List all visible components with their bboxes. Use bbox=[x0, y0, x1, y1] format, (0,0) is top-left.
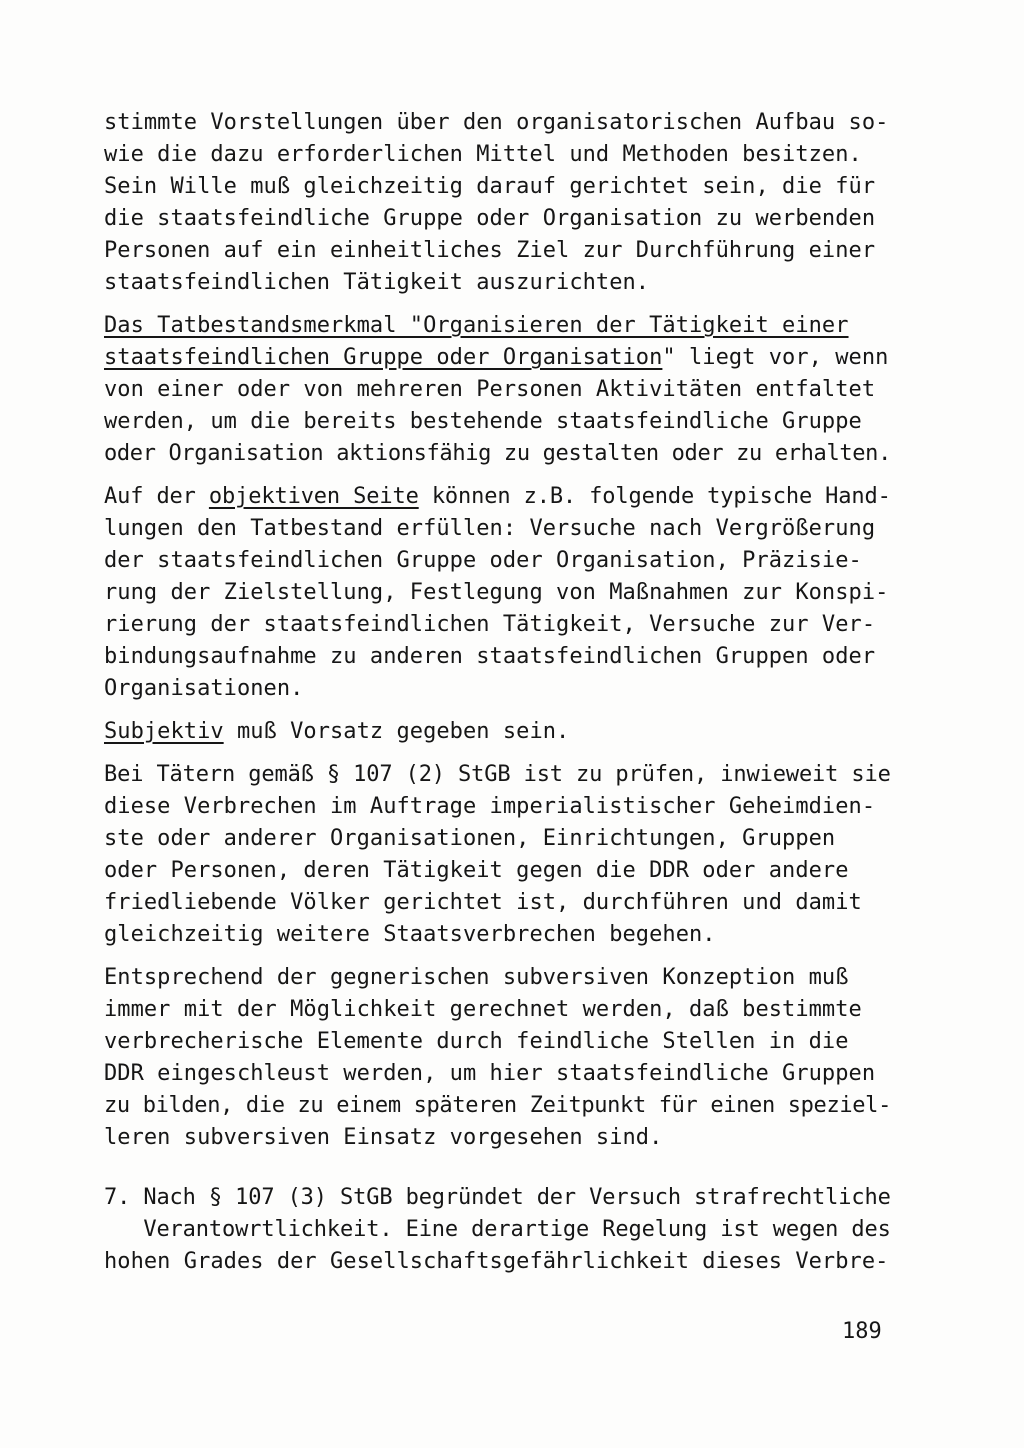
text-span: muß Vorsatz gegeben sein. bbox=[223, 719, 570, 744]
page-number: 189 bbox=[842, 1319, 882, 1344]
text-line: immer mit der Möglichkeit gerechnet werden, daß bestimmte bbox=[104, 997, 862, 1022]
text-line: stimmte Vorstellungen über den organisatorischen Aufbau so- bbox=[104, 110, 889, 135]
text-line: bindungsaufnahme zu anderen staatsfeindlichen Gruppen oder bbox=[104, 644, 876, 669]
text-line bbox=[104, 481, 891, 513]
text-line: Sein Wille muß gleichzeitig darauf gerichtet sein, die für bbox=[104, 174, 876, 199]
text-line: die staatsfeindliche Gruppe oder Organisation zu werbenden bbox=[104, 206, 876, 231]
text-line: rierung der staatsfeindlichen Tätigkeit, Versuche zur Ver- bbox=[104, 612, 876, 637]
text-line: rung der Zielstellung, Festlegung von Maßnahmen zur Konspi- bbox=[104, 580, 889, 605]
text-line: zu bilden, die zu einem späteren Zeitpunkt für einen speziel- bbox=[104, 1093, 891, 1118]
text-span: " liegt vor, wenn bbox=[662, 345, 889, 370]
underlined-heading-line: Das Tatbestandsmerkmal "Organisieren der Tätigkeit einer bbox=[104, 313, 849, 338]
text-line: oder Organisation aktionsfähig zu gestalten oder zu erhalten. bbox=[104, 441, 891, 466]
text-line: 7. Nach § 107 (3) StGB begründet der Versuch strafrechtliche bbox=[104, 1185, 891, 1210]
underlined-term: staatsfeindlichen Gruppe oder Organisation bbox=[104, 345, 663, 370]
text-line: ste oder anderer Organisationen, Einrichtungen, Gruppen bbox=[104, 826, 836, 851]
text-line: diese Verbrechen im Auftrage imperialistischer Geheimdien- bbox=[104, 794, 876, 819]
text-line: Bei Tätern gemäß § 107 (2) StGB ist zu prüfen, inwieweit sie bbox=[104, 762, 891, 787]
text-line: Organisationen. bbox=[104, 676, 304, 701]
text-line: oder Personen, deren Tätigkeit gegen die DDR oder andere bbox=[104, 858, 849, 883]
text-line: Verantowrtlichkeit. Eine derartige Regelung ist wegen des bbox=[104, 1217, 891, 1242]
text-line: DDR eingeschleust werden, um hier staatsfeindliche Gruppen bbox=[104, 1061, 876, 1086]
text-line: werden, um die bereits bestehende staatsfeindliche Gruppe bbox=[104, 409, 862, 434]
text-line: leren subversiven Einsatz vorgesehen sind. bbox=[104, 1125, 663, 1150]
text-line: hohen Grades der Gesellschaftsgefährlichkeit dieses Verbre- bbox=[104, 1249, 889, 1274]
underlined-term: Subjektiv bbox=[104, 719, 224, 744]
text-line: gleichzeitig weitere Staatsverbrechen begehen. bbox=[104, 922, 716, 947]
text-line: wie die dazu erforderlichen Mittel und Methoden besitzen. bbox=[104, 142, 862, 167]
text-line bbox=[104, 342, 888, 374]
text-span: Auf der bbox=[104, 484, 209, 509]
text-span: können z.B. folgende typische Hand- bbox=[418, 484, 891, 509]
text-line: lungen den Tatbestand erfüllen: Versuche nach Vergrößerung bbox=[104, 516, 876, 541]
text-line bbox=[104, 716, 569, 748]
text-line: Personen auf ein einheitliches Ziel zur Durchführung einer bbox=[104, 238, 876, 263]
text-line: verbrecherische Elemente durch feindliche Stellen in die bbox=[104, 1029, 849, 1054]
text-line: Entsprechend der gegnerischen subversiven Konzeption muß bbox=[104, 965, 849, 990]
text-line: friedliebende Völker gerichtet ist, durchführen und damit bbox=[104, 890, 862, 915]
text-line: der staatsfeindlichen Gruppe oder Organisation, Präzisie- bbox=[104, 548, 862, 573]
text-line: von einer oder von mehreren Personen Aktivitäten entfaltet bbox=[104, 377, 876, 402]
underlined-term: objektiven Seite bbox=[208, 484, 419, 509]
text-line: staatsfeindlichen Tätigkeit auszurichten. bbox=[104, 270, 650, 295]
